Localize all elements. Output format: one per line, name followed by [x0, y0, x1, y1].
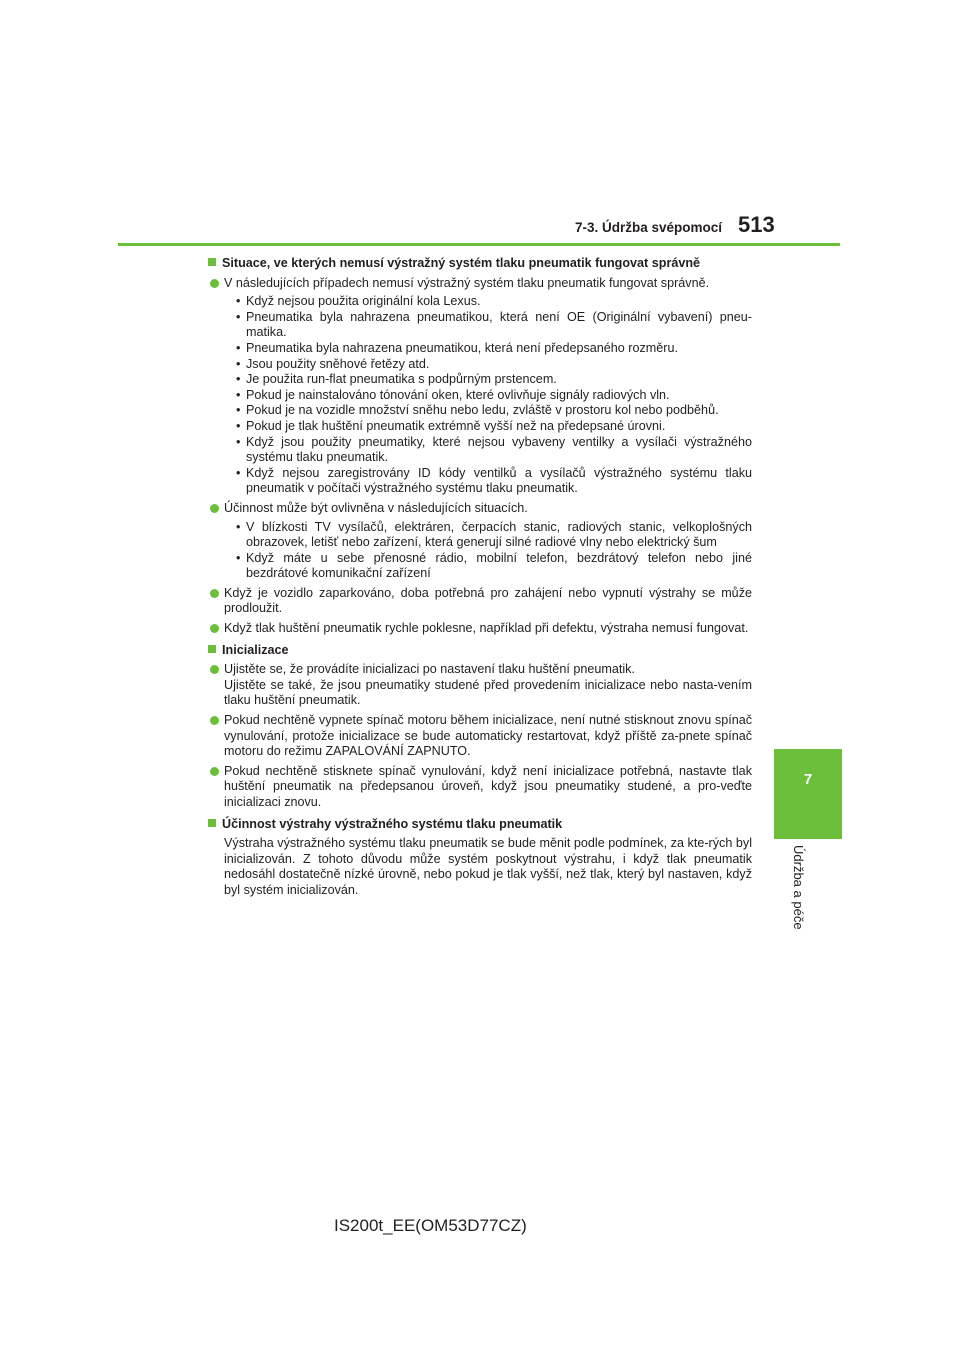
bullet-body: [224, 586, 752, 617]
bullet-text: Když je vozidlo zaparkováno, doba potřebná pro zahájení nebo vypnutí výstrahy se může prodloužit.: [224, 585, 752, 616]
small-dot-icon: •: [236, 434, 241, 449]
bullet-body: [224, 662, 752, 709]
page-number: 513: [738, 212, 775, 237]
document-code: IS200t_EE(OM53D77CZ): [334, 1216, 527, 1235]
bullet-body: [224, 621, 752, 637]
square-bullet-icon: [208, 645, 216, 653]
bullet-item: [210, 713, 752, 760]
sub-list-item: [236, 310, 752, 341]
bullet-item: [210, 586, 752, 617]
sub-list-item: [236, 403, 752, 419]
circle-bullet-icon: [210, 624, 219, 633]
square-bullet-icon: [208, 258, 216, 266]
sub-list-text: Pokud je tlak huštění pneumatik extrémně vyšší než na předepsané úrovni.: [246, 418, 666, 433]
header-divider: [118, 243, 840, 246]
small-dot-icon: •: [236, 550, 241, 565]
bullet-text: Ujistěte se také, že jsou pneumatiky studené před provedením inicializace nebo nasta-vením tlaku huštění pneumatik.: [224, 677, 752, 708]
sub-list: [224, 294, 752, 497]
small-dot-icon: •: [236, 387, 241, 402]
small-dot-icon: •: [236, 465, 241, 480]
bullet-body: [224, 713, 752, 760]
small-dot-icon: •: [236, 418, 241, 433]
small-dot-icon: •: [236, 309, 241, 324]
sub-list-item: [236, 419, 752, 435]
bullet-text: Ujistěte se, že provádíte inicializaci po nastavení tlaku huštění pneumatik.: [224, 662, 635, 677]
sub-list-item: [236, 357, 752, 373]
bullet-item: [210, 276, 752, 497]
header-section-title: 7-3. Údržba svépomocí: [574, 220, 722, 235]
bullet-item: [210, 621, 752, 637]
section: [208, 256, 752, 637]
square-bullet-icon: [208, 819, 216, 827]
sub-list: [224, 520, 752, 582]
sub-list-item: [236, 372, 752, 388]
section-heading-text: Situace, ve kterých nemusí výstražný systém tlaku pneumatik fungovat správně: [222, 256, 701, 270]
sub-list-text: Pneumatika byla nahrazena pneumatikou, která není OE (Originální vybavení) pneu-matika.: [246, 309, 752, 340]
small-dot-icon: •: [236, 372, 241, 387]
sub-list-text: Když máte u sebe přenosné rádio, mobilní telefon, bezdrátový telefon nebo jiné bezdrátové komunikační zařízení: [246, 550, 752, 581]
bullet-text: Pokud nechtěně vypnete spínač motoru během inicializace, není nutné stisknout znovu spínač vynulování, protože inicializace se bude automaticky restartovat, když příště za-pnete spínač motoru do režimu ZAPALOVÁNÍ ZAPNUTO.: [224, 713, 752, 759]
sub-list-item: [236, 294, 752, 310]
small-dot-icon: •: [236, 519, 241, 534]
circle-bullet-icon: [210, 716, 219, 725]
sub-list-text: Pokud je na vozidle množství sněhu nebo ledu, zvláště v prostoru kol nebo podběhů.: [246, 403, 719, 418]
circle-bullet-icon: [210, 665, 219, 674]
sub-list-item: [236, 520, 752, 551]
section-heading: [208, 256, 752, 272]
section: [208, 817, 752, 899]
circle-bullet-icon: [210, 767, 219, 776]
section-heading-text: Inicializace: [222, 642, 289, 657]
sub-list-item: [236, 435, 752, 466]
section-heading-text: Účinnost výstrahy výstražného systému tlaku pneumatik: [222, 816, 563, 831]
section-heading: [208, 817, 752, 833]
sub-list-text: Když nejsou zaregistrovány ID kódy ventilků a vysílačů výstražného systému tlaku pneumatik v počítači výstražného systému tlaku pneumatik.: [246, 465, 752, 496]
sub-list-text: Je použita run-flat pneumatika s podpůrným prstencem.: [246, 372, 557, 387]
bullet-text: V následujících případech nemusí výstražný systém tlaku pneumatik fungovat správně.: [224, 275, 710, 290]
small-dot-icon: •: [236, 294, 241, 309]
circle-bullet-icon: [210, 589, 219, 598]
sub-list-text: Když nejsou použita originální kola Lexus.: [246, 294, 481, 309]
chapter-tab: [774, 749, 842, 839]
bullet-item: [210, 662, 752, 709]
small-dot-icon: •: [236, 340, 241, 355]
small-dot-icon: •: [236, 403, 241, 418]
sub-list-item: [236, 466, 752, 497]
chapter-title: Údržba a péče: [791, 845, 806, 930]
sub-list-text: Když jsou použity pneumatiky, které nejsou vybaveny ventilky a vysílači výstražného systému tlaku pneumatik.: [246, 434, 752, 465]
section: [208, 643, 752, 811]
sub-list-text: V blízkosti TV vysílačů, elektráren, čerpacích stanic, radiových stanic, velkoplošných obrazovek, letišť nebo zařízení, která generují silné radiové vlny nebo elektrický šum: [246, 519, 752, 550]
section-heading: [208, 643, 752, 659]
sub-list-text: Pneumatika byla nahrazena pneumatikou, která není předepsaného rozměru.: [246, 340, 678, 355]
bullet-body: [224, 764, 752, 811]
sub-list-item: [236, 341, 752, 357]
bullet-body: [224, 501, 752, 582]
bullet-item: [210, 501, 752, 582]
sub-list-text: Pokud je nainstalováno tónování oken, které ovlivňuje signály radiových vln.: [246, 387, 670, 402]
sub-list-text: Jsou použity sněhové řetězy atd.: [246, 356, 430, 371]
bullet-text: Když tlak huštění pneumatik rychle poklesne, například při defektu, výstraha nemusí fungovat.: [224, 621, 749, 636]
sub-list-item: [236, 551, 752, 582]
bullet-body: [224, 276, 752, 497]
bullet-text: Pokud nechtěně stisknete spínač vynulování, když není inicializace potřebná, nastavte tlak huštění pneumatik na předepsanou úroveň, když jsou pneumatiky studené, a pro-veďte inicializaci znovu.: [224, 763, 752, 809]
sub-list-item: [236, 388, 752, 404]
chapter-number: 7: [803, 771, 813, 788]
bullet-text: Účinnost může být ovlivněna v následujících situacích.: [224, 500, 528, 515]
circle-bullet-icon: [210, 279, 219, 288]
bullet-item: [210, 764, 752, 811]
page-content: [208, 256, 752, 899]
section-paragraph: Výstraha výstražného systému tlaku pneumatik se bude měnit podle podmínek, za kte-rých byl inicializován. Z tohoto důvodu může systém poskytnout výstrahu, i když tlak pneumatik nedosáhl dostatečně nízké úrovně, nebo pokud je tlak vyšší, než tlak, který byl nastaven, když byl systém inicializován.: [224, 836, 752, 897]
small-dot-icon: •: [236, 356, 241, 371]
circle-bullet-icon: [210, 504, 219, 513]
